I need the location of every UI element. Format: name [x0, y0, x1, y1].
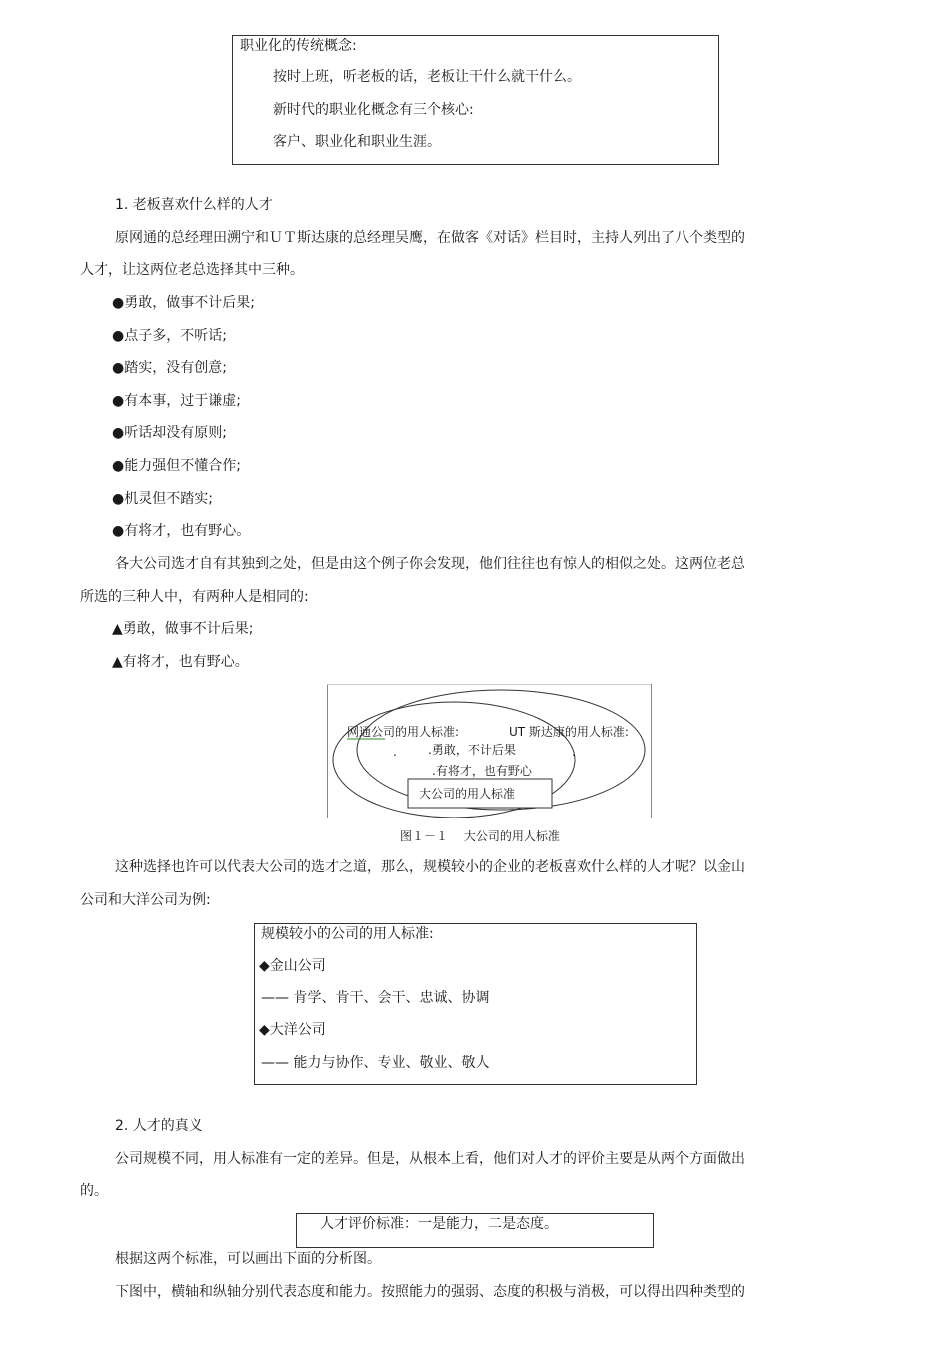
box1-line3: 客户、职业化和职业生涯。 — [273, 134, 441, 150]
common-trait-1: .勇敢，不计后果 — [428, 743, 516, 757]
box1-title: 职业化的传统概念: — [240, 38, 357, 54]
section1-para2-line2: 所选的三种人中，有两种人是相同的: — [80, 589, 309, 605]
bullet-item: ●点子多，不听话; — [112, 328, 227, 344]
bullet-item: ●听话却没有原则; — [112, 425, 227, 441]
bullet-item: ●勇敢，做事不计后果; — [112, 295, 255, 311]
company1-name: ◆金山公司 — [259, 958, 326, 974]
venn-diagram — [327, 684, 652, 818]
right-ellipse-label: UT 斯达康的用人标准: — [509, 725, 629, 739]
bullet-item: ●机灵但不踏实; — [112, 491, 213, 507]
section1-para1-line1: 原网通的总经理田溯宁和ＵＴ斯达康的总经理吴鹰，在做客《对话》栏目时，主持人列出了八个类型的 — [115, 230, 745, 246]
evaluation-standard-text: 人才评价标准：一是能力，二是态度。 — [320, 1216, 558, 1232]
left-dot: . — [393, 745, 397, 759]
right-dot: . — [572, 745, 576, 759]
common-item: ▲有将才，也有野心。 — [112, 654, 249, 670]
company2-detail: —— 能力与协作、专业、敬业、敬人 — [261, 1055, 490, 1071]
section2-para1-line1: 公司规模不同，用人标准有一定的差异。但是，从根本上看，他们对人才的评价主要是从两个方面做出 — [115, 1151, 745, 1167]
common-item: ▲勇敢，做事不计后果; — [112, 621, 254, 637]
left-ellipse-label: 网通公司的用人标准: — [347, 725, 460, 739]
company1-detail: —— 肯学、肯干、会干、忠诚、协调 — [261, 990, 490, 1006]
bullet-item: ●有本事，过于谦虚; — [112, 393, 241, 409]
box1-line2: 新时代的职业化概念有三个核心: — [273, 102, 474, 118]
bullet-item: ●有将才，也有野心。 — [112, 523, 251, 539]
figure-caption: 图１－１ 大公司的用人标准 — [400, 829, 560, 843]
section2-para3: 下图中，横轴和纵轴分别代表态度和能力。按照能力的强弱、态度的积极与消极，可以得出四种类型的 — [115, 1284, 745, 1300]
company2-name: ◆大洋公司 — [259, 1022, 326, 1038]
section1-para1-line2: 人才，让这两位老总选择其中三种。 — [80, 262, 304, 278]
big-company-label: 大公司的用人标准 — [419, 787, 516, 801]
bullet-item: ●能力强但不懂合作; — [112, 458, 241, 474]
section2-heading: 2. 人才的真义 — [115, 1118, 203, 1134]
section2-para2: 根据这两个标准，可以画出下面的分析图。 — [115, 1251, 381, 1267]
common-trait-2: .有将才，也有野心 — [432, 764, 532, 778]
bullet-item: ●踏实，没有创意; — [112, 360, 227, 376]
section1-heading: 1. 老板喜欢什么样的人才 — [115, 197, 273, 213]
box2-title: 规模较小的公司的用人标准: — [261, 926, 434, 942]
para3-line2: 公司和大洋公司为例: — [80, 892, 211, 908]
para3-line1: 这种选择也许可以代表大公司的选才之道，那么，规模较小的企业的老板喜欢什么样的人才呢？以金山 — [115, 859, 745, 875]
section2-para1-line2: 的。 — [80, 1183, 108, 1199]
section1-para2-line1: 各大公司选才自有其独到之处，但是由这个例子你会发现，他们往往也有惊人的相似之处。这两位老总 — [115, 556, 745, 572]
box1-line1: 按时上班，听老板的话，老板让干什么就干什么。 — [273, 69, 581, 85]
